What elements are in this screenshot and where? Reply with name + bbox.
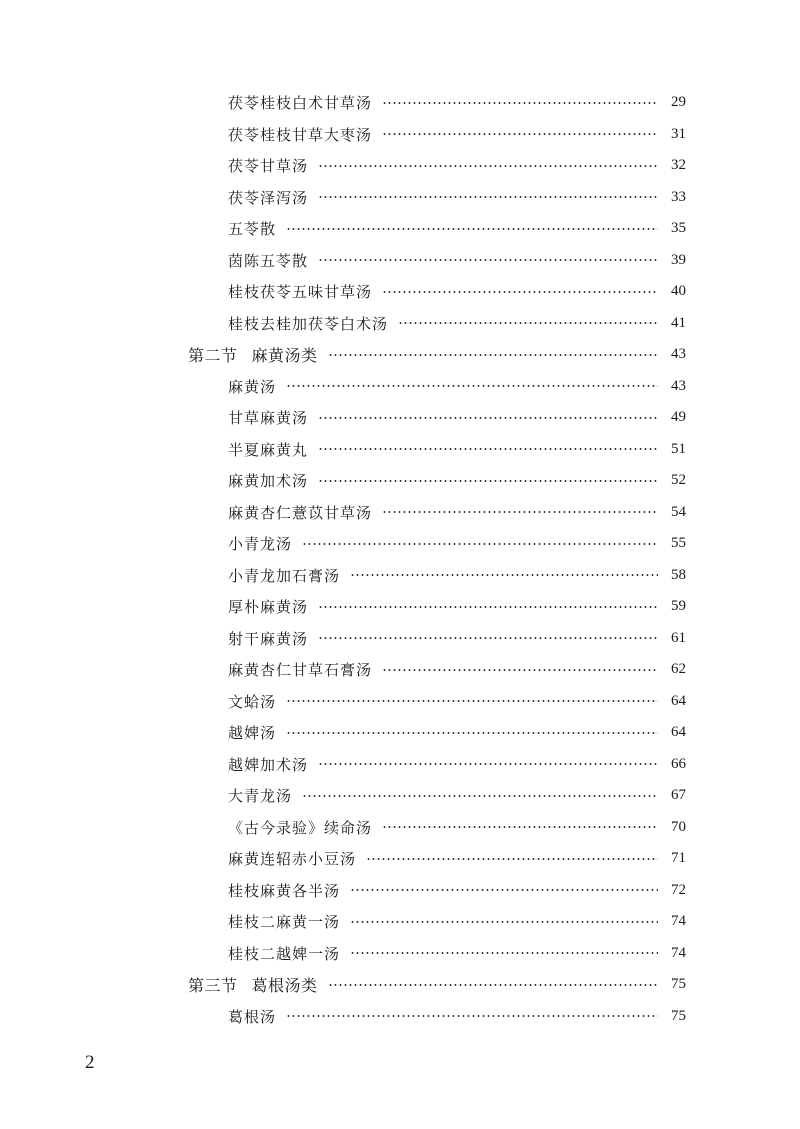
- toc-page-number: 70: [671, 818, 686, 835]
- toc-entry-row[interactable]: [0, 213, 800, 245]
- dot-leader: [398, 322, 658, 324]
- toc-page-number: 75: [671, 976, 686, 993]
- toc-entry-row[interactable]: [0, 560, 800, 592]
- dot-leader: [350, 952, 658, 954]
- toc-entry-row[interactable]: [0, 371, 800, 403]
- toc-page-number: 54: [671, 503, 686, 520]
- toc-entry-title: 大青龙汤: [228, 787, 293, 806]
- dot-leader: [286, 385, 658, 387]
- toc-entry-title: 甘草麻黄汤: [228, 409, 309, 428]
- toc-entry-row[interactable]: [0, 1001, 800, 1033]
- toc-entry-title: 麻黄杏仁薏苡甘草汤: [228, 503, 373, 522]
- toc-entry-row[interactable]: [0, 749, 800, 781]
- dot-leader: [286, 1015, 658, 1017]
- toc-page-number: 32: [671, 157, 686, 174]
- toc-page-number: 52: [671, 472, 686, 489]
- toc-entry-title: 小青龙加石膏汤: [228, 566, 341, 585]
- toc-page-number: 72: [671, 881, 686, 898]
- toc-entry-row[interactable]: [0, 465, 800, 497]
- toc-entry-title: 麻黄汤: [228, 377, 277, 396]
- toc-page-number: 75: [671, 1007, 686, 1024]
- toc-section-label: 麻黄汤类: [251, 346, 318, 366]
- toc-entry-row[interactable]: [0, 906, 800, 938]
- toc-entry-row[interactable]: [0, 276, 800, 308]
- toc-section-number: 第三节: [188, 976, 238, 996]
- toc-entry-title: 越婢汤: [228, 724, 277, 743]
- toc-entry-title: 茯苓甘草汤: [228, 157, 309, 176]
- toc-entry-row[interactable]: [0, 717, 800, 749]
- toc-entry-title: 桂枝麻黄各半汤: [228, 881, 341, 900]
- dot-leader: [286, 700, 658, 702]
- toc-entry-row[interactable]: [0, 591, 800, 623]
- dot-leader: [318, 448, 658, 450]
- dot-leader: [366, 858, 658, 860]
- toc-page-number: 29: [671, 94, 686, 111]
- toc-page-number: 64: [671, 724, 686, 741]
- toc-entry-row[interactable]: [0, 686, 800, 718]
- dot-leader: [350, 889, 658, 891]
- dot-leader: [318, 196, 658, 198]
- toc-entry-row[interactable]: [0, 528, 800, 560]
- toc-entry-row[interactable]: [0, 623, 800, 655]
- toc-page-number: 61: [671, 629, 686, 646]
- toc-section-row[interactable]: [0, 339, 800, 371]
- toc-entry-row[interactable]: [0, 150, 800, 182]
- toc-entry-row[interactable]: [0, 308, 800, 340]
- toc-entry-title: 茵陈五苓散: [228, 251, 309, 270]
- toc-entry-title: 越婢加术汤: [228, 755, 309, 774]
- dot-leader: [328, 354, 658, 356]
- toc-entry-row[interactable]: [0, 812, 800, 844]
- toc-entry-title: 桂枝二麻黄一汤: [228, 913, 341, 932]
- toc-entry-title: 半夏麻黄丸: [228, 440, 309, 459]
- toc-entry-title: 茯苓桂枝白术甘草汤: [228, 94, 373, 113]
- dot-leader: [382, 511, 658, 513]
- toc-entry-title: 桂枝二越婢一汤: [228, 944, 341, 963]
- toc-entry-row[interactable]: [0, 119, 800, 151]
- dot-leader: [318, 259, 658, 261]
- toc-entry-title: 麻黄连轺赤小豆汤: [228, 850, 357, 869]
- toc-page-number: 40: [671, 283, 686, 300]
- dot-leader: [350, 574, 658, 576]
- toc-entry-title: 葛根汤: [228, 1007, 277, 1026]
- toc-section-row[interactable]: [0, 969, 800, 1001]
- dot-leader: [302, 543, 658, 545]
- dot-leader: [302, 795, 658, 797]
- dot-leader: [318, 637, 658, 639]
- toc-entry-title: 五苓散: [228, 220, 277, 239]
- toc-section-label: 葛根汤类: [251, 976, 318, 996]
- toc-entry-title: 小青龙汤: [228, 535, 293, 554]
- toc-entry-row[interactable]: [0, 780, 800, 812]
- dot-leader: [382, 669, 658, 671]
- dot-leader: [318, 480, 658, 482]
- toc-page-number: 41: [671, 314, 686, 331]
- toc-page-number: 51: [671, 440, 686, 457]
- toc-entry-row[interactable]: [0, 182, 800, 214]
- toc-section-number: 第二节: [188, 346, 238, 366]
- dot-leader: [328, 984, 658, 986]
- toc-page-number: 71: [671, 850, 686, 867]
- dot-leader: [286, 228, 658, 230]
- toc-page-number: 59: [671, 598, 686, 615]
- toc-page-number: 39: [671, 251, 686, 268]
- toc-entry-row[interactable]: [0, 654, 800, 686]
- toc-entry-row[interactable]: [0, 497, 800, 529]
- toc-page-number: 74: [671, 944, 686, 961]
- toc-page-number: 49: [671, 409, 686, 426]
- page-number: 2: [85, 1052, 95, 1073]
- toc-section-title: [188, 343, 318, 366]
- toc-page-number: 31: [671, 125, 686, 142]
- toc-entry-title: 麻黄杏仁甘草石膏汤: [228, 661, 373, 680]
- toc-entry-row[interactable]: [0, 434, 800, 466]
- toc-entry-row[interactable]: [0, 843, 800, 875]
- table-of-contents: [0, 87, 800, 1032]
- toc-entry-row[interactable]: [0, 87, 800, 119]
- toc-entry-title: 文蛤汤: [228, 692, 277, 711]
- dot-leader: [318, 606, 658, 608]
- toc-page-number: 66: [671, 755, 686, 772]
- toc-page-number: 64: [671, 692, 686, 709]
- toc-page-number: 35: [671, 220, 686, 237]
- toc-entry-title: 麻黄加术汤: [228, 472, 309, 491]
- toc-page-number: 55: [671, 535, 686, 552]
- toc-page-number: 33: [671, 188, 686, 205]
- toc-section-title: [188, 973, 318, 996]
- toc-page-number: 43: [671, 346, 686, 363]
- dot-leader: [318, 763, 658, 765]
- toc-page-number: 67: [671, 787, 686, 804]
- dot-leader: [382, 826, 658, 828]
- toc-entry-title: 射干麻黄汤: [228, 629, 309, 648]
- toc-entry-row[interactable]: [0, 245, 800, 277]
- dot-leader: [318, 165, 658, 167]
- dot-leader: [350, 921, 658, 923]
- toc-entry-row[interactable]: [0, 875, 800, 907]
- dot-leader: [382, 291, 658, 293]
- toc-entry-title: 桂枝去桂加茯苓白术汤: [228, 314, 389, 333]
- toc-entry-title: 厚朴麻黄汤: [228, 598, 309, 617]
- toc-page-number: 74: [671, 913, 686, 930]
- toc-entry-title: 茯苓泽泻汤: [228, 188, 309, 207]
- dot-leader: [318, 417, 658, 419]
- toc-page-number: 43: [671, 377, 686, 394]
- toc-page-number: 58: [671, 566, 686, 583]
- toc-entry-row[interactable]: [0, 938, 800, 970]
- dot-leader: [286, 732, 658, 734]
- dot-leader: [382, 102, 658, 104]
- toc-page-number: 62: [671, 661, 686, 678]
- toc-entry-row[interactable]: [0, 402, 800, 434]
- toc-entry-title: 《古今录验》续命汤: [228, 818, 373, 837]
- dot-leader: [382, 133, 658, 135]
- toc-entry-title: 桂枝茯苓五味甘草汤: [228, 283, 373, 302]
- toc-entry-title: 茯苓桂枝甘草大枣汤: [228, 125, 373, 144]
